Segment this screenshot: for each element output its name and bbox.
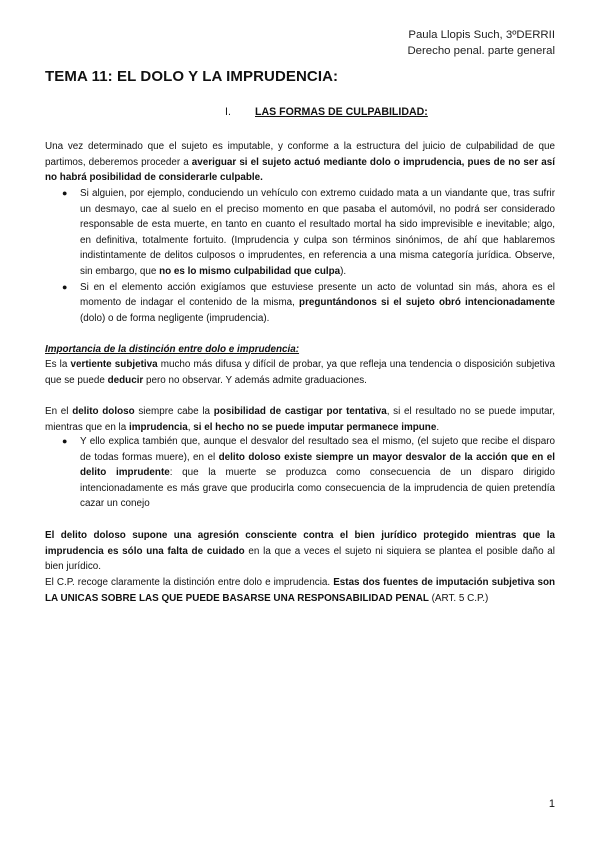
agresion-paragraph bbox=[45, 528, 555, 575]
page-title: TEMA 11: EL DOLO Y LA IMPRUDENCIA: bbox=[45, 68, 339, 85]
para-text: Es la bbox=[45, 359, 71, 370]
item-text: ). bbox=[340, 265, 347, 277]
para-text: , bbox=[187, 421, 194, 433]
page-number: 1 bbox=[548, 798, 555, 810]
para-bold: delito doloso bbox=[72, 406, 135, 417]
header-subject: Derecho penal. parte general bbox=[407, 45, 555, 57]
list-item bbox=[45, 186, 555, 280]
item-bold: delito doloso existe siempre un mayor desvalor de la acción que en el delito imprudente bbox=[80, 451, 555, 479]
para-text: En el bbox=[45, 406, 73, 417]
page-header bbox=[407, 27, 555, 59]
para-text: El C.P. recoge claramente la distinción entre dolo e imprudencia. bbox=[45, 577, 334, 588]
para-text: , si el resultado no se puede imputar, mientras que en la bbox=[45, 406, 555, 433]
section-heading bbox=[225, 106, 428, 118]
intro-text: Una vez determinado que el sujeto es imputable, y conforme a la estructura del juicio de culpabilidad de que partimos, deberemos proceder a bbox=[45, 141, 555, 168]
item-text: Si en el elemento acción exigíamos que estuviese presente un acto de voluntad sin más, ahora es el momento de indagar el contenido de la misma, bbox=[80, 281, 555, 309]
para-bold: El delito doloso supone una agresión consciente contra el bien jurídico protegido mientras que la imprudencia es sólo una falta de cuidado bbox=[45, 530, 555, 557]
doloso-paragraph bbox=[45, 404, 555, 435]
para-text: siempre cabe la bbox=[134, 406, 214, 417]
item-text: Si alguien, por ejemplo, conduciendo un vehículo con extremo cuidado mata a un viandante que, tras sufrir un desmayo, cae al suelo en el preciso momento en que pasaba el automóvil, no podrá ser considerado responsable de esta muerte, en tanto en cuanto el resultado mortal ha sido imprevisible e inevitable; algo, en definitiva, totalmente fortuito. (Imprudencia y culpa son términos sinónimos, de ahí que hablaremos indistintamente de delitos culposos o imprudentes, en referencia a una misma categoría jurídica. Observe, sin embargo, que bbox=[80, 188, 555, 277]
item-bold: no es lo mismo culpabilidad que culpa bbox=[159, 265, 341, 277]
intro-paragraph bbox=[45, 139, 555, 186]
list-item bbox=[45, 434, 555, 512]
para-bold: si el hecho no se puede imputar permanece impune bbox=[193, 421, 437, 433]
item-text: : que la muerte se produzca como consecuencia de un disparo dirigido intencionadamente es más grave que producirla como consecuencia de la imprudencia de quien pretendía cazar un conejo bbox=[80, 467, 556, 510]
section-number: I. bbox=[225, 106, 231, 118]
para-bold: deducir bbox=[107, 374, 144, 386]
para-bold: imprudencia bbox=[129, 421, 188, 433]
para-bold: Estas dos fuentes de imputación subjetiva son LA UNICAS SOBRE LAS QUE PUEDE BASARSE UNA RESPONSABILIDAD PENAL bbox=[45, 577, 556, 604]
item-text: (dolo) o de forma negligente (imprudencia). bbox=[80, 312, 270, 324]
list-item bbox=[45, 280, 555, 327]
bullet-list-2 bbox=[45, 434, 555, 512]
importance-subheading bbox=[45, 342, 555, 358]
section-label: LAS FORMAS DE CULPABILIDAD: bbox=[255, 106, 428, 118]
item-bold: preguntándonos si el sujeto obró intencionadamente bbox=[299, 297, 555, 309]
cp-paragraph bbox=[45, 575, 555, 606]
intro-bold: averiguar si el sujeto actuó mediante dolo o imprudencia, pues de no ser así no habrá posibilidad de considerarle culpable. bbox=[45, 156, 555, 184]
para-text: (ART. 5 C.P.) bbox=[428, 592, 489, 604]
bullet-icon: ● bbox=[62, 436, 68, 446]
bullet-list-1 bbox=[45, 186, 555, 326]
para-bold: vertiente subjetiva bbox=[70, 359, 158, 370]
para-text: mucho más difusa y difícil de probar, ya que refleja una tendencia o disposición subjetiva que se puede bbox=[45, 359, 556, 386]
bullet-icon: ● bbox=[62, 188, 68, 198]
para-text: . bbox=[436, 421, 440, 433]
header-author: Paula Llopis Such, 3ºDERRII bbox=[408, 29, 555, 41]
para-bold: posibilidad de castigar por tentativa bbox=[213, 406, 387, 417]
para-text: pero no observar. Y además admite graduaciones. bbox=[143, 374, 367, 386]
subheading-text: Importancia de la distinción entre dolo e imprudencia: bbox=[45, 344, 300, 355]
bullet-icon: ● bbox=[62, 281, 68, 292]
item-text: Y ello explica también que, aunque el desvalor del resultado sea el mismo, (el sujeto que recibe el disparo de todas formas muere), en el bbox=[80, 436, 555, 463]
para-text: en la que a veces el sujeto ni siquiera se plantea el posible daño al bien jurídico. bbox=[45, 545, 555, 573]
importance-paragraph bbox=[45, 357, 555, 388]
